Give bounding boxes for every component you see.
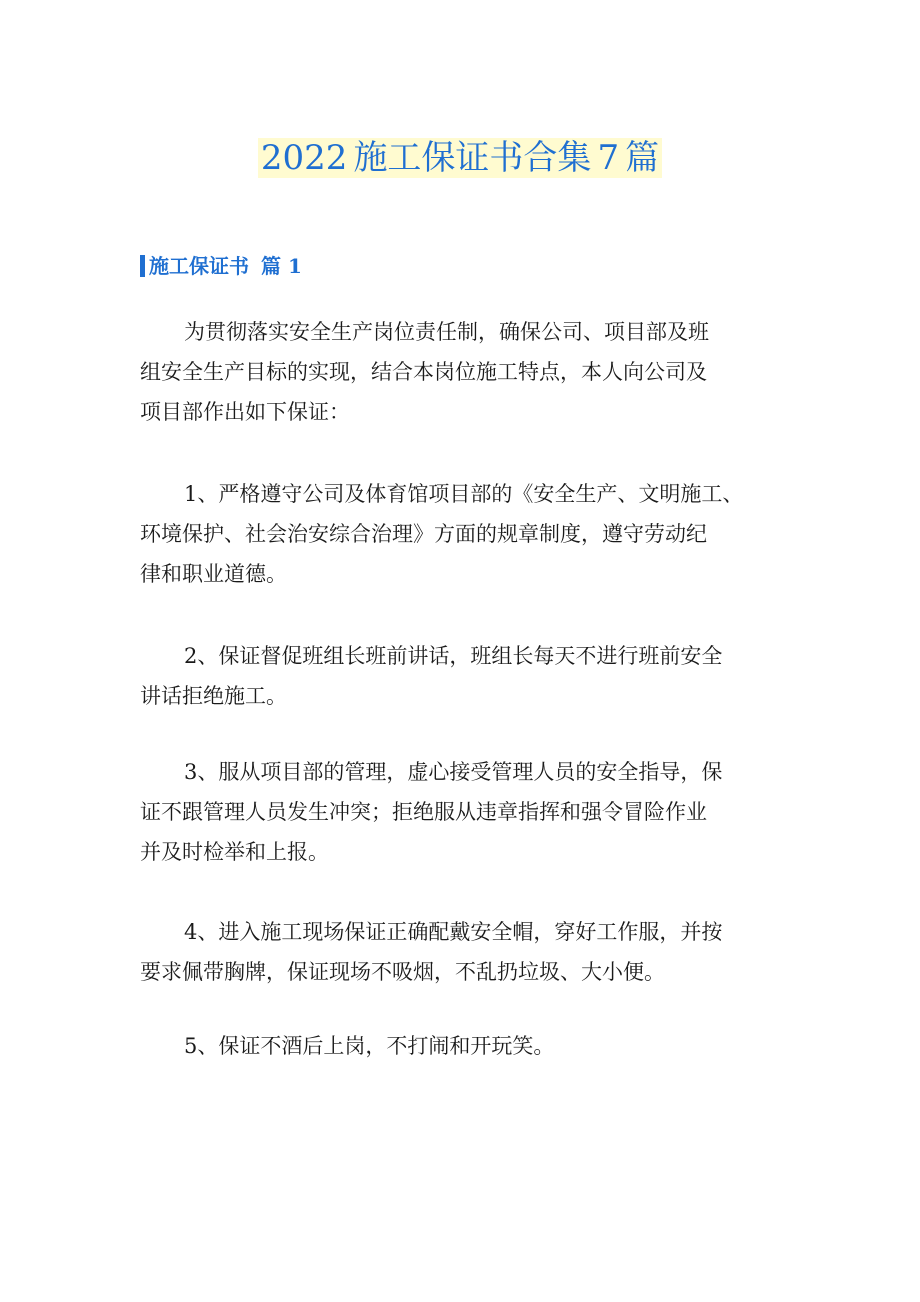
paragraph-line: 并及时检举和上报。: [140, 840, 329, 864]
title-main: 施工保证书合集: [350, 138, 594, 178]
paragraph-line: 为贯彻落实安全生产岗位责任制，确保公司、项目部及班: [184, 320, 709, 344]
paragraph-line: 律和职业道德。: [140, 562, 287, 586]
section-heading-suffix: 篇 1: [261, 254, 302, 278]
title-number: 7: [594, 138, 622, 178]
paragraph-line: 项目部作出如下保证：: [140, 400, 350, 424]
title-end: 篇: [622, 138, 662, 178]
paragraph-line: 组安全生产目标的实现，结合本岗位施工特点，本人向公司及: [140, 360, 707, 384]
paragraph-item-1: [140, 474, 780, 594]
paragraph-intro: [140, 312, 780, 432]
paragraph-line: 5、保证不酒后上岗，不打闹和开玩笑。: [184, 1034, 555, 1058]
title-year: 2022: [258, 138, 351, 178]
heading-marker-bar: [140, 255, 145, 277]
paragraph-item-5: [140, 1026, 780, 1066]
paragraph-line: 证不跟管理人员发生冲突；拒绝服从违章指挥和强令冒险作业: [140, 800, 707, 824]
section-heading: [140, 251, 302, 281]
paragraph-item-4: [140, 912, 780, 992]
document-title: [0, 132, 920, 184]
paragraph-line: 4、进入施工现场保证正确配戴安全帽，穿好工作服，并按: [184, 920, 723, 944]
paragraph-line: 1、严格遵守公司及体育馆项目部的《安全生产、文明施工、: [184, 482, 744, 506]
paragraph-line: 讲话拒绝施工。: [140, 684, 287, 708]
paragraph-item-3: [140, 752, 780, 872]
paragraph-line: 2、保证督促班组长班前讲话，班组长每天不进行班前安全: [184, 644, 723, 668]
paragraph-line: 环境保护、社会治安综合治理》方面的规章制度，遵守劳动纪: [140, 522, 707, 546]
section-heading-label: 施工保证书: [149, 254, 249, 278]
paragraph-line: 要求佩带胸牌，保证现场不吸烟，不乱扔垃圾、大小便。: [140, 960, 665, 984]
paragraph-line: 3、服从项目部的管理，虚心接受管理人员的安全指导，保: [184, 760, 723, 784]
paragraph-item-2: [140, 636, 780, 716]
